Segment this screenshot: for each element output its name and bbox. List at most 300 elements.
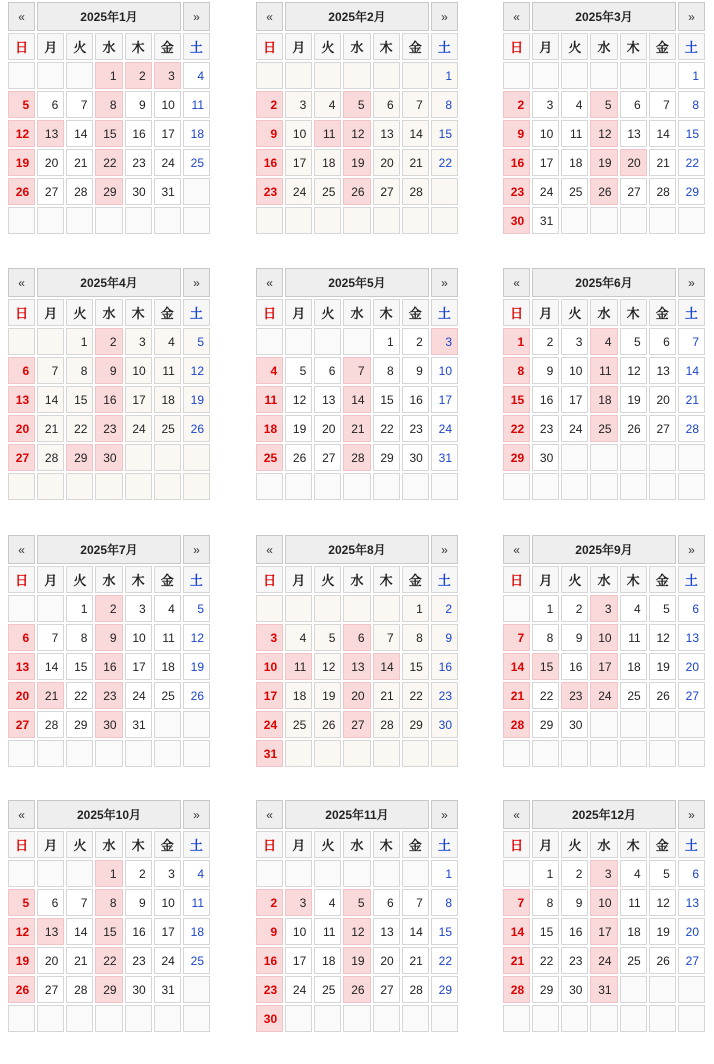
next-month-button[interactable]: » <box>678 2 705 31</box>
day-cell[interactable]: 15 <box>95 918 122 945</box>
day-cell[interactable]: 16 <box>256 947 283 974</box>
day-cell[interactable]: 17 <box>256 682 283 709</box>
day-cell[interactable]: 30 <box>402 444 429 471</box>
day-cell[interactable]: 14 <box>37 386 64 413</box>
day-cell[interactable]: 9 <box>125 91 152 118</box>
day-cell[interactable]: 23 <box>256 976 283 1003</box>
day-cell[interactable]: 1 <box>431 860 458 887</box>
day-cell[interactable]: 30 <box>532 444 559 471</box>
day-cell[interactable]: 2 <box>431 595 458 622</box>
day-cell[interactable]: 4 <box>183 62 210 89</box>
day-cell[interactable]: 13 <box>649 357 676 384</box>
day-cell[interactable]: 3 <box>154 62 181 89</box>
day-cell[interactable]: 20 <box>678 918 705 945</box>
day-cell[interactable]: 18 <box>154 386 181 413</box>
day-cell[interactable]: 13 <box>8 386 35 413</box>
day-cell[interactable]: 4 <box>561 91 588 118</box>
day-cell[interactable]: 16 <box>431 653 458 680</box>
day-cell[interactable]: 3 <box>285 91 312 118</box>
day-cell[interactable]: 21 <box>66 947 93 974</box>
day-cell[interactable]: 22 <box>373 415 400 442</box>
day-cell[interactable]: 16 <box>95 653 122 680</box>
day-cell[interactable]: 30 <box>503 207 530 234</box>
day-cell[interactable]: 28 <box>649 178 676 205</box>
day-cell[interactable]: 28 <box>503 976 530 1003</box>
prev-month-button[interactable]: « <box>8 268 35 297</box>
day-cell[interactable]: 1 <box>373 328 400 355</box>
day-cell[interactable]: 5 <box>343 889 370 916</box>
day-cell[interactable]: 24 <box>285 178 312 205</box>
day-cell[interactable]: 19 <box>590 149 617 176</box>
day-cell[interactable]: 2 <box>125 62 152 89</box>
next-month-button[interactable]: » <box>431 268 458 297</box>
day-cell[interactable]: 21 <box>503 947 530 974</box>
day-cell[interactable]: 24 <box>154 947 181 974</box>
day-cell[interactable]: 20 <box>620 149 647 176</box>
day-cell[interactable]: 24 <box>590 947 617 974</box>
day-cell[interactable]: 4 <box>183 860 210 887</box>
day-cell[interactable]: 28 <box>37 711 64 738</box>
day-cell[interactable]: 3 <box>154 860 181 887</box>
day-cell[interactable]: 21 <box>343 415 370 442</box>
day-cell[interactable]: 18 <box>314 149 341 176</box>
day-cell[interactable]: 13 <box>620 120 647 147</box>
day-cell[interactable]: 17 <box>590 918 617 945</box>
day-cell[interactable]: 4 <box>620 860 647 887</box>
day-cell[interactable]: 18 <box>154 653 181 680</box>
day-cell[interactable]: 22 <box>431 149 458 176</box>
day-cell[interactable]: 17 <box>154 120 181 147</box>
prev-month-button[interactable]: « <box>503 268 530 297</box>
day-cell[interactable]: 11 <box>314 918 341 945</box>
day-cell[interactable]: 26 <box>314 711 341 738</box>
day-cell[interactable]: 15 <box>532 918 559 945</box>
day-cell[interactable]: 20 <box>373 149 400 176</box>
next-month-button[interactable]: » <box>183 2 210 31</box>
day-cell[interactable]: 17 <box>154 918 181 945</box>
day-cell[interactable]: 15 <box>373 386 400 413</box>
day-cell[interactable]: 22 <box>532 682 559 709</box>
day-cell[interactable]: 11 <box>154 624 181 651</box>
day-cell[interactable]: 13 <box>8 653 35 680</box>
day-cell[interactable]: 20 <box>373 947 400 974</box>
day-cell[interactable]: 4 <box>154 328 181 355</box>
next-month-button[interactable]: » <box>678 268 705 297</box>
day-cell[interactable]: 3 <box>256 624 283 651</box>
day-cell[interactable]: 11 <box>285 653 312 680</box>
day-cell[interactable]: 29 <box>402 711 429 738</box>
day-cell[interactable]: 1 <box>431 62 458 89</box>
day-cell[interactable]: 1 <box>532 860 559 887</box>
day-cell[interactable]: 1 <box>678 62 705 89</box>
day-cell[interactable]: 15 <box>431 120 458 147</box>
day-cell[interactable]: 1 <box>95 62 122 89</box>
day-cell[interactable]: 27 <box>314 444 341 471</box>
day-cell[interactable]: 10 <box>590 624 617 651</box>
day-cell[interactable]: 20 <box>314 415 341 442</box>
next-month-button[interactable]: » <box>431 535 458 564</box>
day-cell[interactable]: 6 <box>649 328 676 355</box>
day-cell[interactable]: 23 <box>125 149 152 176</box>
day-cell[interactable]: 8 <box>66 357 93 384</box>
day-cell[interactable]: 12 <box>314 653 341 680</box>
day-cell[interactable]: 15 <box>95 120 122 147</box>
day-cell[interactable]: 7 <box>503 624 530 651</box>
day-cell[interactable]: 25 <box>285 711 312 738</box>
day-cell[interactable]: 18 <box>285 682 312 709</box>
day-cell[interactable]: 23 <box>503 178 530 205</box>
day-cell[interactable]: 29 <box>532 976 559 1003</box>
day-cell[interactable]: 16 <box>561 653 588 680</box>
day-cell[interactable]: 29 <box>678 178 705 205</box>
day-cell[interactable]: 24 <box>532 178 559 205</box>
day-cell[interactable]: 26 <box>590 178 617 205</box>
day-cell[interactable]: 20 <box>37 947 64 974</box>
day-cell[interactable]: 22 <box>503 415 530 442</box>
day-cell[interactable]: 26 <box>620 415 647 442</box>
prev-month-button[interactable]: « <box>256 268 283 297</box>
day-cell[interactable]: 28 <box>373 711 400 738</box>
day-cell[interactable]: 22 <box>95 947 122 974</box>
next-month-button[interactable]: » <box>431 2 458 31</box>
next-month-button[interactable]: » <box>183 268 210 297</box>
day-cell[interactable]: 6 <box>37 889 64 916</box>
day-cell[interactable]: 2 <box>95 595 122 622</box>
day-cell[interactable]: 24 <box>285 976 312 1003</box>
day-cell[interactable]: 19 <box>183 653 210 680</box>
day-cell[interactable]: 8 <box>503 357 530 384</box>
day-cell[interactable]: 23 <box>256 178 283 205</box>
day-cell[interactable]: 20 <box>8 415 35 442</box>
day-cell[interactable]: 23 <box>95 415 122 442</box>
day-cell[interactable]: 18 <box>183 120 210 147</box>
day-cell[interactable]: 4 <box>620 595 647 622</box>
day-cell[interactable]: 15 <box>66 386 93 413</box>
day-cell[interactable]: 31 <box>256 740 283 767</box>
day-cell[interactable]: 26 <box>285 444 312 471</box>
day-cell[interactable]: 3 <box>532 91 559 118</box>
day-cell[interactable]: 11 <box>314 120 341 147</box>
day-cell[interactable]: 19 <box>343 947 370 974</box>
day-cell[interactable]: 6 <box>37 91 64 118</box>
day-cell[interactable]: 8 <box>66 624 93 651</box>
day-cell[interactable]: 19 <box>183 386 210 413</box>
day-cell[interactable]: 24 <box>125 682 152 709</box>
day-cell[interactable]: 11 <box>183 91 210 118</box>
day-cell[interactable]: 18 <box>590 386 617 413</box>
day-cell[interactable]: 9 <box>95 624 122 651</box>
day-cell[interactable]: 6 <box>8 357 35 384</box>
day-cell[interactable]: 16 <box>125 120 152 147</box>
day-cell[interactable]: 10 <box>125 357 152 384</box>
day-cell[interactable]: 7 <box>373 624 400 651</box>
day-cell[interactable]: 27 <box>373 976 400 1003</box>
day-cell[interactable]: 12 <box>590 120 617 147</box>
day-cell[interactable]: 27 <box>343 711 370 738</box>
day-cell[interactable]: 26 <box>649 947 676 974</box>
day-cell[interactable]: 27 <box>8 444 35 471</box>
prev-month-button[interactable]: « <box>8 800 35 829</box>
day-cell[interactable]: 17 <box>125 653 152 680</box>
day-cell[interactable]: 27 <box>8 711 35 738</box>
day-cell[interactable]: 15 <box>503 386 530 413</box>
day-cell[interactable]: 11 <box>154 357 181 384</box>
day-cell[interactable]: 2 <box>95 328 122 355</box>
day-cell[interactable]: 5 <box>285 357 312 384</box>
day-cell[interactable]: 3 <box>285 889 312 916</box>
day-cell[interactable]: 22 <box>66 415 93 442</box>
day-cell[interactable]: 2 <box>402 328 429 355</box>
day-cell[interactable]: 31 <box>532 207 559 234</box>
day-cell[interactable]: 12 <box>8 918 35 945</box>
day-cell[interactable]: 24 <box>256 711 283 738</box>
day-cell[interactable]: 25 <box>314 178 341 205</box>
day-cell[interactable]: 7 <box>37 357 64 384</box>
day-cell[interactable]: 14 <box>503 653 530 680</box>
prev-month-button[interactable]: « <box>503 2 530 31</box>
day-cell[interactable]: 22 <box>66 682 93 709</box>
day-cell[interactable]: 25 <box>183 947 210 974</box>
day-cell[interactable]: 14 <box>402 120 429 147</box>
day-cell[interactable]: 25 <box>183 149 210 176</box>
day-cell[interactable]: 9 <box>95 357 122 384</box>
day-cell[interactable]: 11 <box>561 120 588 147</box>
day-cell[interactable]: 8 <box>373 357 400 384</box>
day-cell[interactable]: 6 <box>8 624 35 651</box>
day-cell[interactable]: 26 <box>183 682 210 709</box>
next-month-button[interactable]: » <box>183 535 210 564</box>
day-cell[interactable]: 24 <box>561 415 588 442</box>
day-cell[interactable]: 11 <box>256 386 283 413</box>
day-cell[interactable]: 16 <box>125 918 152 945</box>
day-cell[interactable]: 9 <box>561 624 588 651</box>
day-cell[interactable]: 1 <box>95 860 122 887</box>
day-cell[interactable]: 11 <box>620 624 647 651</box>
day-cell[interactable]: 9 <box>561 889 588 916</box>
day-cell[interactable]: 26 <box>8 976 35 1003</box>
day-cell[interactable]: 7 <box>37 624 64 651</box>
day-cell[interactable]: 20 <box>8 682 35 709</box>
day-cell[interactable]: 11 <box>183 889 210 916</box>
day-cell[interactable]: 29 <box>66 444 93 471</box>
day-cell[interactable]: 30 <box>431 711 458 738</box>
day-cell[interactable]: 19 <box>649 918 676 945</box>
day-cell[interactable]: 30 <box>125 976 152 1003</box>
day-cell[interactable]: 8 <box>532 624 559 651</box>
day-cell[interactable]: 26 <box>183 415 210 442</box>
day-cell[interactable]: 5 <box>183 595 210 622</box>
day-cell[interactable]: 2 <box>256 91 283 118</box>
day-cell[interactable]: 7 <box>343 357 370 384</box>
day-cell[interactable]: 23 <box>561 682 588 709</box>
day-cell[interactable]: 23 <box>95 682 122 709</box>
day-cell[interactable]: 6 <box>343 624 370 651</box>
day-cell[interactable]: 13 <box>343 653 370 680</box>
day-cell[interactable]: 4 <box>590 328 617 355</box>
day-cell[interactable]: 8 <box>95 91 122 118</box>
day-cell[interactable]: 29 <box>95 178 122 205</box>
day-cell[interactable]: 5 <box>649 595 676 622</box>
day-cell[interactable]: 12 <box>8 120 35 147</box>
day-cell[interactable]: 9 <box>256 918 283 945</box>
day-cell[interactable]: 3 <box>590 595 617 622</box>
day-cell[interactable]: 28 <box>66 976 93 1003</box>
day-cell[interactable]: 16 <box>256 149 283 176</box>
prev-month-button[interactable]: « <box>8 535 35 564</box>
day-cell[interactable]: 30 <box>95 444 122 471</box>
next-month-button[interactable]: » <box>183 800 210 829</box>
day-cell[interactable]: 31 <box>590 976 617 1003</box>
day-cell[interactable]: 13 <box>373 120 400 147</box>
day-cell[interactable]: 8 <box>532 889 559 916</box>
next-month-button[interactable]: » <box>678 800 705 829</box>
day-cell[interactable]: 18 <box>620 918 647 945</box>
day-cell[interactable]: 3 <box>431 328 458 355</box>
day-cell[interactable]: 8 <box>95 889 122 916</box>
day-cell[interactable]: 29 <box>431 976 458 1003</box>
day-cell[interactable]: 28 <box>66 178 93 205</box>
day-cell[interactable]: 10 <box>431 357 458 384</box>
day-cell[interactable]: 24 <box>125 415 152 442</box>
day-cell[interactable]: 30 <box>256 1005 283 1032</box>
day-cell[interactable]: 12 <box>649 889 676 916</box>
day-cell[interactable]: 23 <box>561 947 588 974</box>
day-cell[interactable]: 28 <box>678 415 705 442</box>
day-cell[interactable]: 5 <box>8 889 35 916</box>
day-cell[interactable]: 6 <box>678 860 705 887</box>
day-cell[interactable]: 27 <box>37 976 64 1003</box>
day-cell[interactable]: 5 <box>620 328 647 355</box>
day-cell[interactable]: 23 <box>402 415 429 442</box>
day-cell[interactable]: 28 <box>343 444 370 471</box>
day-cell[interactable]: 21 <box>373 682 400 709</box>
day-cell[interactable]: 19 <box>649 653 676 680</box>
day-cell[interactable]: 18 <box>256 415 283 442</box>
day-cell[interactable]: 22 <box>678 149 705 176</box>
day-cell[interactable]: 28 <box>37 444 64 471</box>
day-cell[interactable]: 24 <box>154 149 181 176</box>
day-cell[interactable]: 25 <box>154 415 181 442</box>
day-cell[interactable]: 18 <box>183 918 210 945</box>
day-cell[interactable]: 7 <box>402 91 429 118</box>
day-cell[interactable]: 9 <box>431 624 458 651</box>
day-cell[interactable]: 22 <box>431 947 458 974</box>
day-cell[interactable]: 17 <box>285 947 312 974</box>
day-cell[interactable]: 27 <box>678 947 705 974</box>
day-cell[interactable]: 31 <box>431 444 458 471</box>
day-cell[interactable]: 29 <box>66 711 93 738</box>
day-cell[interactable]: 26 <box>343 976 370 1003</box>
day-cell[interactable]: 15 <box>431 918 458 945</box>
day-cell[interactable]: 14 <box>503 918 530 945</box>
day-cell[interactable]: 29 <box>503 444 530 471</box>
day-cell[interactable]: 8 <box>402 624 429 651</box>
day-cell[interactable]: 31 <box>154 178 181 205</box>
day-cell[interactable]: 19 <box>8 149 35 176</box>
day-cell[interactable]: 12 <box>343 120 370 147</box>
day-cell[interactable]: 29 <box>95 976 122 1003</box>
day-cell[interactable]: 1 <box>532 595 559 622</box>
day-cell[interactable]: 7 <box>66 91 93 118</box>
day-cell[interactable]: 30 <box>95 711 122 738</box>
day-cell[interactable]: 16 <box>532 386 559 413</box>
day-cell[interactable]: 10 <box>125 624 152 651</box>
day-cell[interactable]: 5 <box>8 91 35 118</box>
day-cell[interactable]: 20 <box>343 682 370 709</box>
day-cell[interactable]: 19 <box>8 947 35 974</box>
day-cell[interactable]: 10 <box>532 120 559 147</box>
next-month-button[interactable]: » <box>431 800 458 829</box>
day-cell[interactable]: 13 <box>37 120 64 147</box>
day-cell[interactable]: 14 <box>66 918 93 945</box>
day-cell[interactable]: 24 <box>431 415 458 442</box>
day-cell[interactable]: 18 <box>314 947 341 974</box>
day-cell[interactable]: 7 <box>66 889 93 916</box>
day-cell[interactable]: 12 <box>285 386 312 413</box>
day-cell[interactable]: 30 <box>561 976 588 1003</box>
day-cell[interactable]: 3 <box>125 595 152 622</box>
day-cell[interactable]: 10 <box>285 918 312 945</box>
day-cell[interactable]: 6 <box>373 889 400 916</box>
day-cell[interactable]: 5 <box>590 91 617 118</box>
prev-month-button[interactable]: « <box>256 535 283 564</box>
day-cell[interactable]: 29 <box>373 444 400 471</box>
day-cell[interactable]: 10 <box>561 357 588 384</box>
day-cell[interactable]: 25 <box>154 682 181 709</box>
day-cell[interactable]: 7 <box>503 889 530 916</box>
day-cell[interactable]: 9 <box>503 120 530 147</box>
day-cell[interactable]: 27 <box>373 178 400 205</box>
day-cell[interactable]: 5 <box>649 860 676 887</box>
day-cell[interactable]: 15 <box>66 653 93 680</box>
day-cell[interactable]: 22 <box>532 947 559 974</box>
day-cell[interactable]: 19 <box>343 149 370 176</box>
day-cell[interactable]: 28 <box>503 711 530 738</box>
day-cell[interactable]: 17 <box>285 149 312 176</box>
day-cell[interactable]: 27 <box>620 178 647 205</box>
day-cell[interactable]: 17 <box>532 149 559 176</box>
day-cell[interactable]: 6 <box>314 357 341 384</box>
day-cell[interactable]: 21 <box>402 947 429 974</box>
day-cell[interactable]: 13 <box>373 918 400 945</box>
day-cell[interactable]: 2 <box>532 328 559 355</box>
day-cell[interactable]: 31 <box>154 976 181 1003</box>
day-cell[interactable]: 5 <box>343 91 370 118</box>
day-cell[interactable]: 25 <box>561 178 588 205</box>
day-cell[interactable]: 14 <box>66 120 93 147</box>
day-cell[interactable]: 13 <box>678 889 705 916</box>
day-cell[interactable]: 1 <box>66 328 93 355</box>
day-cell[interactable]: 22 <box>95 149 122 176</box>
day-cell[interactable]: 9 <box>256 120 283 147</box>
day-cell[interactable]: 2 <box>125 860 152 887</box>
prev-month-button[interactable]: « <box>8 2 35 31</box>
day-cell[interactable]: 26 <box>343 178 370 205</box>
day-cell[interactable]: 3 <box>561 328 588 355</box>
day-cell[interactable]: 10 <box>285 120 312 147</box>
day-cell[interactable]: 2 <box>561 595 588 622</box>
day-cell[interactable]: 14 <box>649 120 676 147</box>
day-cell[interactable]: 4 <box>314 91 341 118</box>
day-cell[interactable]: 2 <box>256 889 283 916</box>
day-cell[interactable]: 17 <box>590 653 617 680</box>
day-cell[interactable]: 4 <box>314 889 341 916</box>
day-cell[interactable]: 20 <box>649 386 676 413</box>
day-cell[interactable]: 21 <box>503 682 530 709</box>
day-cell[interactable]: 14 <box>678 357 705 384</box>
day-cell[interactable]: 6 <box>620 91 647 118</box>
day-cell[interactable]: 1 <box>66 595 93 622</box>
